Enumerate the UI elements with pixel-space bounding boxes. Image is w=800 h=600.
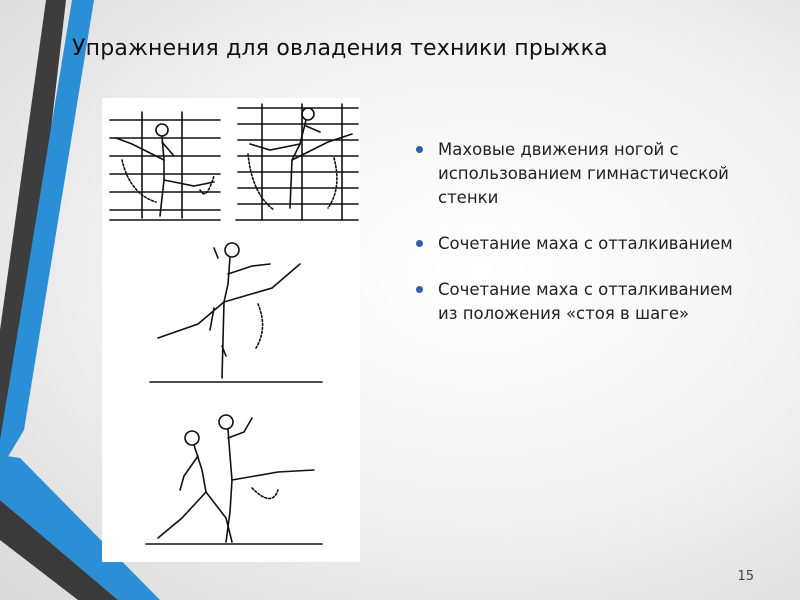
- illustration-wall-bars-left: [110, 112, 220, 220]
- bullet-text: Сочетание маха с отталкиванием: [438, 234, 733, 253]
- bullet-item: [414, 138, 754, 210]
- bullet-item: [414, 278, 754, 326]
- bullet-text: Маховые движения ногой с использованием гимнастической стенки: [438, 140, 729, 207]
- exercise-illustrations: [102, 98, 360, 562]
- bullet-dot-icon: [416, 240, 423, 247]
- illustration-wall-bars-right: [236, 104, 358, 220]
- slide-title: Упражнения для овладения техники прыжка: [72, 36, 608, 61]
- bullet-dot-icon: [416, 146, 423, 153]
- bullet-dot-icon: [416, 286, 423, 293]
- bullet-list: [414, 138, 754, 348]
- illustration-swing-push-off: [150, 243, 322, 382]
- bullet-item: [414, 232, 754, 256]
- bullet-text: Сочетание маха с отталкиванием из положения «стоя в шаге»: [438, 280, 733, 323]
- page-number: 15: [737, 569, 754, 584]
- exercise-drawings: [102, 98, 360, 562]
- illustration-step-stance: [146, 415, 322, 544]
